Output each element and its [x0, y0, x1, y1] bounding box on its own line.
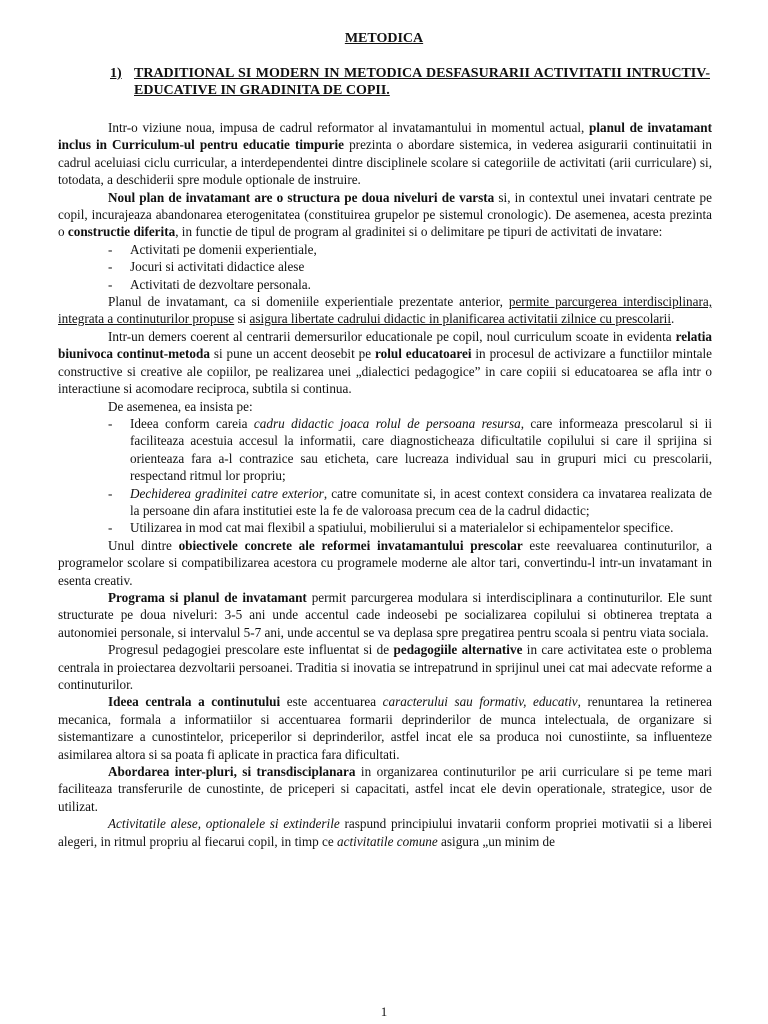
text-run: raspund principiului invatarii conform propriei motivatii si a liberei alegeri, in ritmul propriu al fiecarui copil, in timp ce: [58, 816, 712, 849]
paragraph-2: [58, 189, 712, 241]
paragraph-9: [58, 693, 712, 763]
document-title: METODICA: [344, 31, 424, 46]
italic-run: cadru didactic joaca rolul de persoana resursa: [253, 415, 521, 431]
bold-run: relatia biunivoca continut-metoda: [58, 328, 712, 362]
paragraph-8: [58, 641, 712, 693]
text-run: si pune un accent deosebit pe: [209, 346, 376, 362]
bold-run: obiectivele concrete ale reformei invatamantului prescolar: [178, 537, 523, 553]
italic-run: caracterului sau formativ, educativ: [382, 694, 578, 710]
text-run: Intr-o viziune noua, impusa de cadrul reformator al invatamantului in momentul actual,: [108, 120, 589, 135]
activity-types-list: [58, 241, 712, 293]
text-run: , catre comunitate si, in acest context considera ca invatarea realizata de la persoane din afara institutiei este la fe de valoroasa precum cea de la cadrul didactic;: [130, 485, 712, 518]
text-run: este accentuarea: [280, 694, 383, 710]
text-run: , renuntarea la retinerea mecanica, formala a informatiilor si accentuarea formarii deprinderilor de munca intelectuala, de organizare si sistemantizare a cunostintelor, priceperilor si deprinderilor, astfel incat ele sa produca noi cunostiinte, sa influenteze asimilarea altora si sa poata fi aplicate in practica fara dificultati.: [58, 694, 712, 762]
text-run: Unul dintre: [108, 537, 179, 553]
paragraph-4: [58, 328, 712, 398]
list-item: - Jocuri si activitati didactice alese: [58, 258, 712, 275]
bold-run: Noul plan de invatamant are o structura pe doua niveluri de varsta: [108, 189, 495, 205]
page-number: 1: [380, 1004, 388, 1019]
list-item: - Activitati pe domenii experientiale,: [58, 241, 712, 258]
paragraph-3: [58, 293, 712, 328]
bold-run: rolul educatoarei: [375, 346, 472, 362]
italic-run: activitatile comune: [337, 833, 438, 849]
paragraph-6: [58, 537, 712, 589]
text-run: este reevaluarea continuturilor, a programelor scolare si compatibilizarea acestora cu programele moderne ale altor tari, convertindu-l intr-un invatamant in esenta creativ.: [58, 537, 712, 588]
paragraph-11: [58, 815, 712, 850]
text-run: in care activitatea este o problema centrala in proiectarea dezvoltarii persoanei. Traditia si inovatia se intrepatrund in sprijinul unei cat mai adecvate reforme a continuturilor.: [58, 642, 712, 692]
section-heading-text: TRADITIONAL SI MODERN IN METODICA DESFASURARII ACTIVITATII INTRUCTIV-EDUCATIVE IN GRADINITA DE COPII.: [134, 66, 710, 98]
text-run: , in functie de tipul de program al gradinitei si o delimitare pe tipuri de activitati de invatare:: [175, 224, 663, 240]
paragraph-1: [58, 119, 712, 189]
text-run: in organizarea continuturilor pe arii curriculare si pe teme mari faciliteaza transferurile de cunostinte, de priceperi si capacitati, astfel incat ele devin operationale, strategice, usor de utilizat.: [58, 764, 712, 814]
bold-run: constructie diferita: [67, 224, 176, 240]
text-run: prezinta o abordare sistemica, in vederea asigurarii continuitatii in cadrul aceluiasi ciclu curricular, a interdependentei dintre disciplinele scolare si categoriile de activitati (arii curriculare) si, totodata, a deschiderii spre module optionale de instruire.: [58, 137, 713, 188]
text-run: .: [670, 311, 675, 327]
italic-run: Activitatile alese, optionalele si extinderile: [108, 816, 340, 832]
list-item: - Activitati de dezvoltare personala.: [58, 276, 712, 293]
paragraph-10: [58, 763, 712, 815]
section-number: 1): [110, 66, 122, 81]
bold-run: planul de invatamant inclus in Curriculum-ul pentru educatie timpurie: [58, 120, 712, 153]
text-run: Intr-un demers coerent al centrarii demersurilor educationale pe copil, noul curriculum scoate in evidenta: [108, 328, 676, 344]
text-run: permit parcurgerea modulara si interdisciplinara a continuturilor. Ele sunt structurate pe doua niveluri: 3-5 ani unde accentul cade indeosebi pe socializarea copilului si obtinerea treptata a autonomiei personale, si intervalul 5-7 ani, unde accentul se va deplasa spre pregatirea pentru scoala si pentru viata sociala.: [58, 589, 712, 640]
text-run: Planul de invatamant, ca si domeniile experientiale prezentate anterior,: [108, 294, 509, 310]
bold-run: Abordarea inter-pluri, si transdisciplanara: [108, 764, 356, 780]
italic-run: Dechiderea gradinitei catre exterior: [130, 485, 324, 501]
underlined-run: asigura libertate cadrului didactic in planificarea activitatii zilnice cu prescolarii: [249, 311, 671, 327]
bold-run: Programa si planul de invatamant: [108, 589, 307, 605]
text-run: si: [234, 311, 250, 327]
text-run: Progresul pedagogiei prescolare este influentat si de: [108, 642, 394, 658]
emphasis-list: [58, 415, 712, 537]
bold-run: Ideea centrala a continutului: [108, 694, 281, 710]
document-body: [58, 119, 712, 850]
list-item: - Utilizarea in mod cat mai flexibil a spatiului, mobilierului si a materialelor si echipamentelor specifice.: [58, 519, 712, 536]
section-heading: [110, 65, 710, 99]
bold-run: pedagogiile alternative: [393, 642, 523, 658]
underlined-run: permite parcurgerea interdisciplinara, integrata a continuturilor propuse: [58, 294, 712, 327]
paragraph-7: [58, 589, 712, 641]
text-run: , care informeaza prescolarul si ii faciliteaza acestuia accesul la informatii, care diagnosticheaza dificultatile copilului si care il sprijina si orienteaza fara a-l contrazice sau eticheta, care lucreaza individual sau in grupuri mici cu prescolarii, respectand ritmul lor propriu;: [130, 415, 712, 484]
list-item: [58, 485, 712, 520]
text-run: asigura „un minim de: [437, 833, 555, 849]
paragraph-5: De asemenea, ea insista pe:: [108, 398, 253, 414]
text-run: Ideea conform careia: [130, 415, 254, 431]
text-run: in procesul de activizare a functiilor mintale constructive si creative ale copiilor, pe realizarea unei „dialectici pedagogice” in care copiii si educatoarea se afla intr o interactiune si acomodare reciproca, subtila si continua.: [58, 346, 712, 397]
list-item: [58, 415, 712, 485]
text-run: si, in contextul unei invatari centrate pe copil, incurajeaza abandonarea eterogenitatea (constituirea grupelor pe sistemul cronologic). De asemenea, acesta prezinta o: [58, 189, 712, 240]
